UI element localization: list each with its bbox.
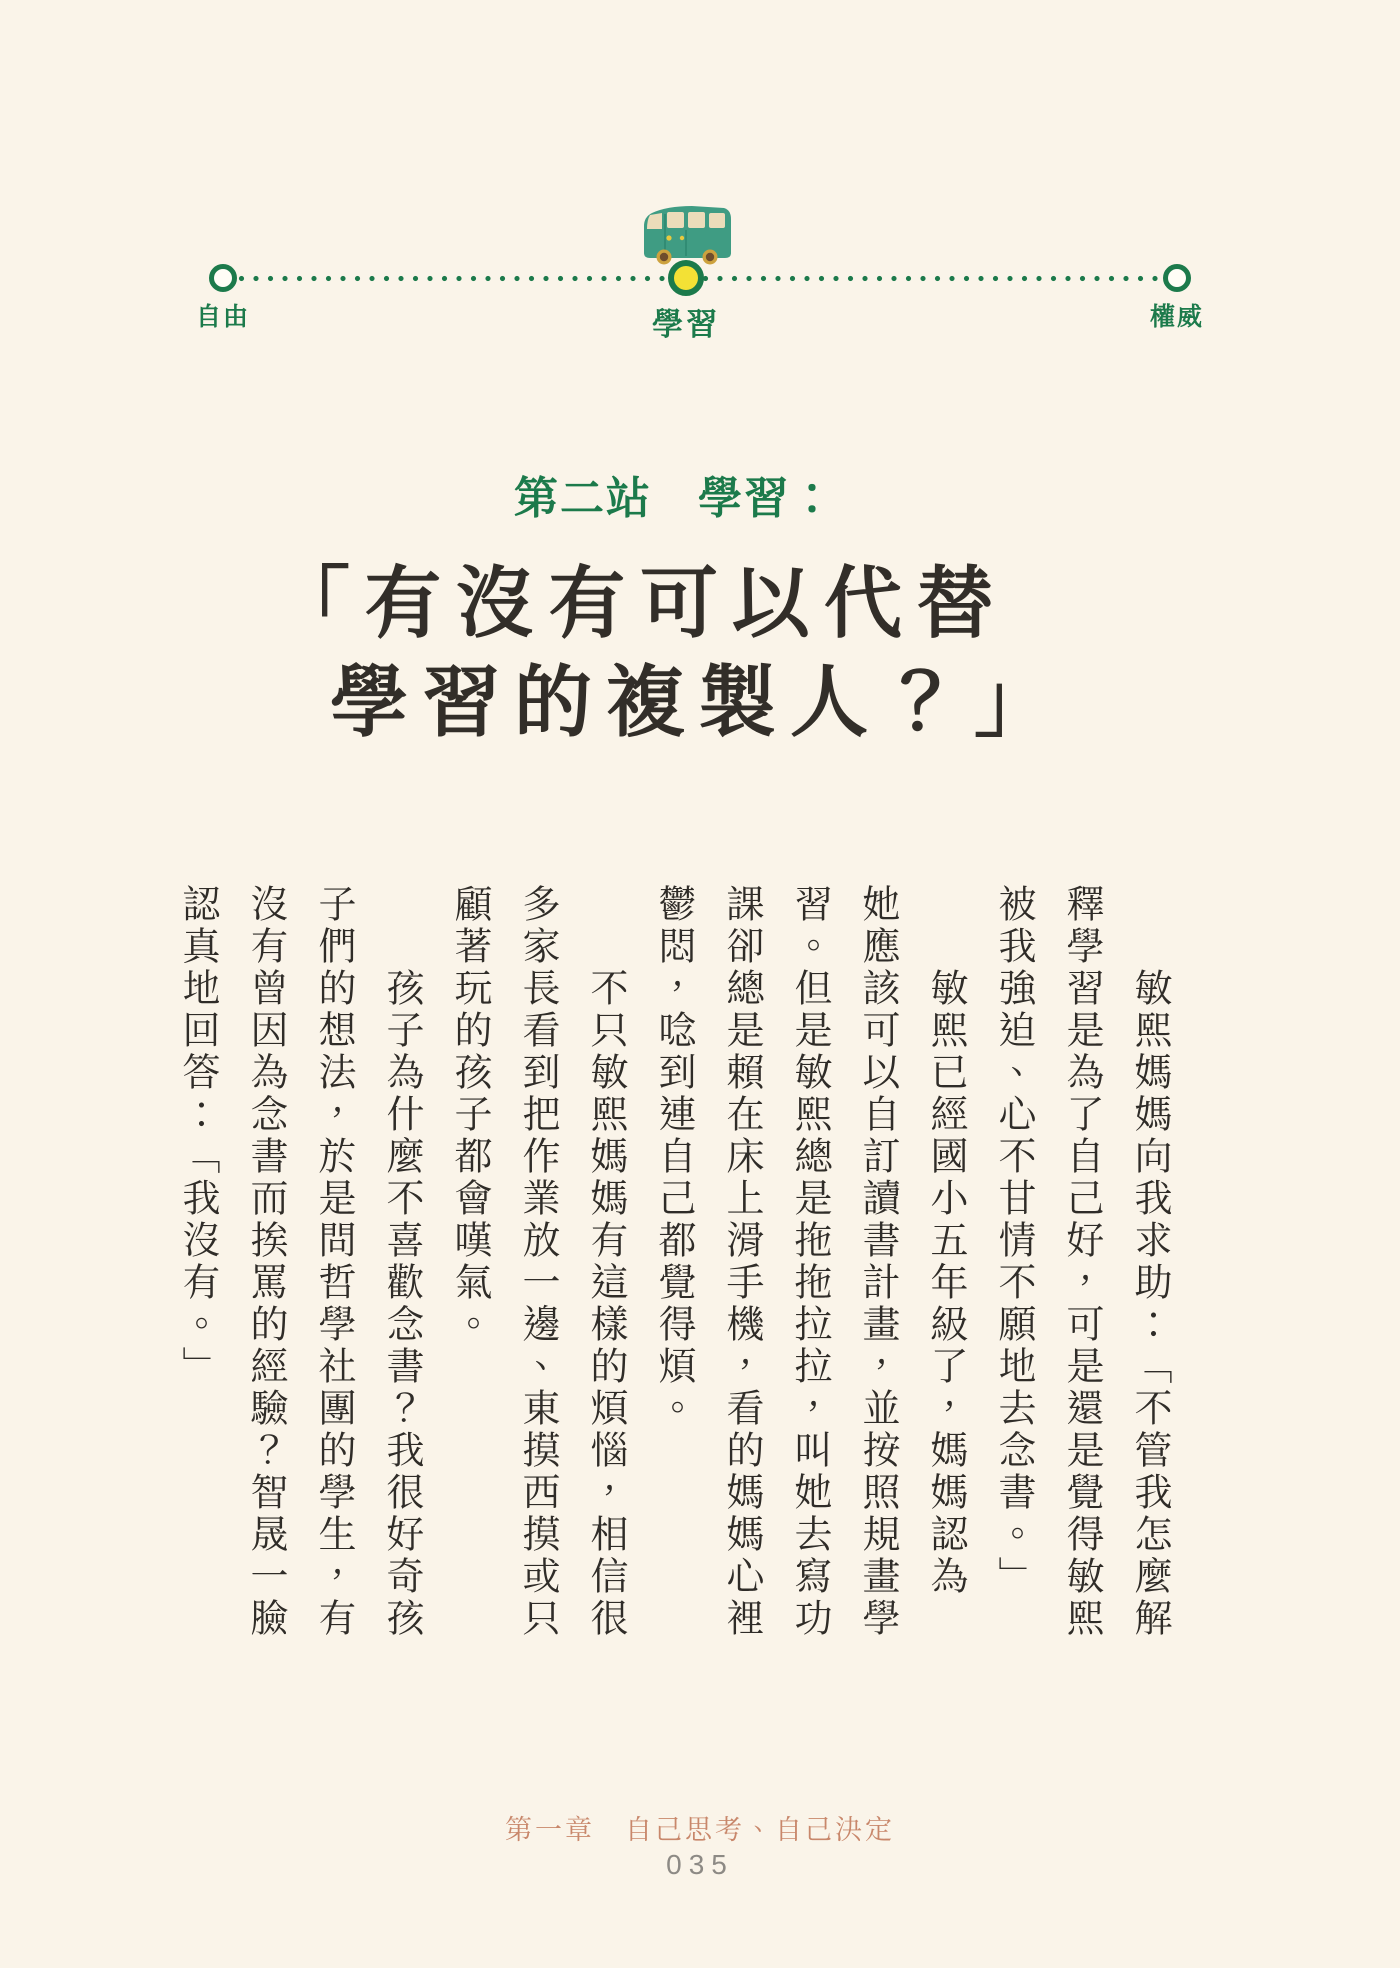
body-column: 鬱悶，唸到連自己都覺得煩。 [652,884,694,1430]
timeline-label-freedom: 自由 [195,303,251,331]
body-column: 她應該可以自訂讀書計畫，並按照規畫學 [856,884,898,1640]
body-column: 被我強迫、心不甘情不願地去念書。」 [992,884,1034,1598]
footer-chapter: 第一章 自己思考、自己決定 [505,1815,895,1845]
timeline-stop-freedom [209,264,237,292]
bus-icon [634,202,738,266]
body-column: 習。但是敏熙總是拖拖拉拉，叫她去寫功 [788,884,830,1640]
timeline-stop-authority [1163,264,1191,292]
body-column: 沒有曾因為念書而挨罵的經驗？智晟一臉 [244,884,286,1640]
timeline-stop-learning [668,260,704,296]
timeline-label-authority: 權威 [1149,303,1205,331]
body-text [163,884,1183,1644]
body-column: 認真地回答：「我沒有。」 [176,884,218,1388]
body-column: 孩子為什麼不喜歡念書？我很好奇孩 [380,884,422,1640]
station-heading: 第二站 學習： [514,474,836,523]
page-title-line2: 學習的複製人？」 [330,658,1067,746]
page-title-line1: 「有沒有可以代替 [272,559,1009,647]
body-column: 顧著玩的孩子都會嘆氣。 [448,884,490,1346]
timeline-label-learning: 學習 [652,307,720,342]
body-column: 多家長看到把作業放一邊、東摸西摸或只 [516,884,558,1640]
body-column: 釋學習是為了自己好，可是還是覺得敏熙 [1060,884,1102,1640]
body-column: 敏熙已經國小五年級了，媽媽認為 [924,884,966,1598]
body-column: 敏熙媽媽向我求助：「不管我怎麼解 [1128,884,1170,1640]
body-column: 子們的想法，於是問哲學社團的學生，有 [312,884,354,1640]
body-column: 不只敏熙媽媽有這樣的煩惱，相信很 [584,884,626,1640]
body-column: 課卻總是賴在床上滑手機，看的媽媽心裡 [720,884,762,1640]
page-number: 035 [666,1849,734,1880]
